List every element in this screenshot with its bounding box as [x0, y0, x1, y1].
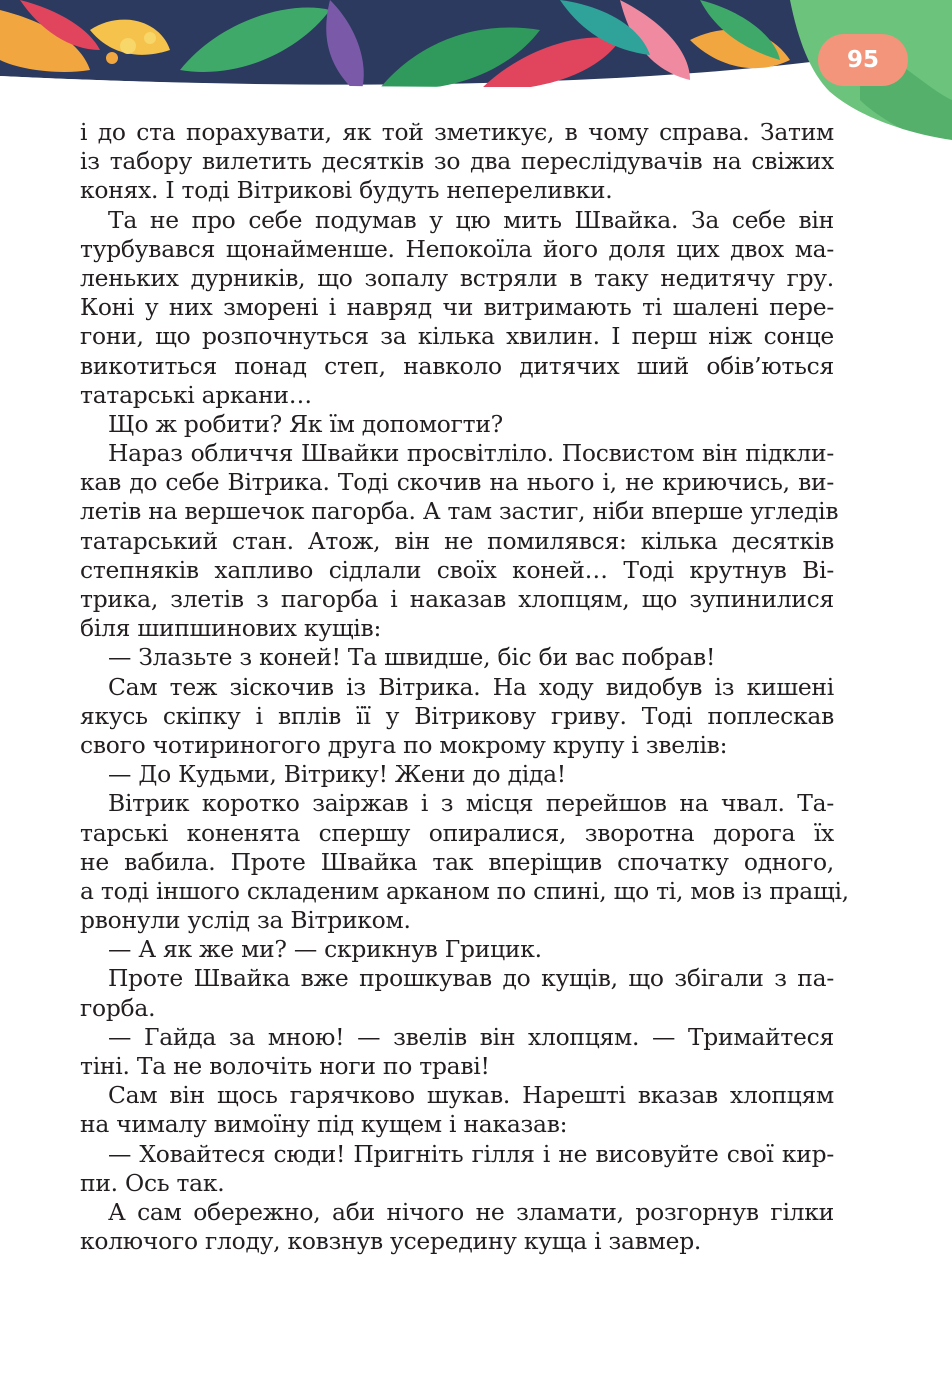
text-line: Нараз обличчя Швайки просвітліло. Посвистом він підкли-	[108, 439, 834, 468]
text-line: Коні у них зморені і навряд чи витримають ті шалені пере-	[80, 293, 834, 322]
text-line: татарські аркани…	[80, 380, 312, 409]
text-line: не вабила. Проте Швайка так вперіщив спочатку одного,	[80, 847, 834, 876]
text-line: А сам обережно, аби нічого не зламати, розгорнув гілки	[108, 1197, 834, 1226]
text-line: татарський стан. Атож, він не помилявся: кілька десятків	[80, 526, 834, 555]
text-line: Та не про себе подумав у цю мить Швайка. За себе він	[108, 205, 834, 234]
text-line: Проте Швайка вже прошкував до кущів, що збігали з па-	[108, 964, 834, 993]
text-line: — До Кудьми, Вітрику! Жени до діда!	[108, 760, 566, 789]
text-line: свого чотириногого друга по мокрому крупу і звелів:	[80, 730, 728, 759]
text-line: біля шипшинових кущів:	[80, 614, 382, 643]
text-line: якусь скіпку і вплів її у Вітрикову гриву. Тоді поплескав	[80, 701, 834, 730]
text-line: колючого глоду, ковзнув усередину куща і завмер.	[80, 1227, 702, 1256]
text-line: леньких дурників, що зопалу встряли в таку недитячу гру.	[80, 263, 834, 292]
text-line: із табору вилетить десятків зо два переслідувачів на свіжих	[80, 147, 834, 176]
text-line: пи. Ось так.	[80, 1168, 225, 1197]
story-text	[80, 118, 849, 1256]
text-line: трика, злетів з пагорба і наказав хлопцям, що зупинилися	[80, 585, 834, 613]
text-line: — Гайда за мною! — звелів він хлопцям. — Тримайтеся	[108, 1022, 834, 1051]
text-line: горба.	[80, 993, 156, 1022]
text-line: кав до себе Вітрика. Тоді скочив на нього і, не криючись, ви-	[80, 468, 834, 497]
text-line: на чималу вимоїну під кущем і наказав:	[80, 1110, 568, 1139]
text-line: а тоді іншого складеним арканом по спині, що ті, мов із пращі,	[80, 876, 849, 905]
text-line: тіні. Та не волочіть ноги по траві!	[80, 1052, 490, 1080]
text-line: степняків хапливо сідлали своїх коней… Тоді крутнув Ві-	[80, 555, 834, 584]
text-line: і до ста порахувати, як той зметикує, в чому справа. Затим	[80, 118, 834, 146]
text-line: гони, що розпочнуться за кілька хвилин. І перш ніж сонце	[80, 322, 834, 351]
text-line: Сам теж зіскочив із Вітрика. На ходу видобув із кишені	[108, 672, 834, 701]
text-line: Вітрик коротко заіржав і з місця перейшов на чвал. Та-	[108, 789, 834, 818]
text-line: летів на вершечок пагорба. А там застиг, ніби вперше угледів	[80, 497, 839, 526]
text-line: — А як же ми? — скрикнув Грицик.	[108, 935, 542, 964]
text-line: Що ж робити? Як їм допомогти?	[108, 409, 503, 438]
text-line: конях. І тоді Вітрикові будуть непереливки.	[80, 176, 613, 205]
text-line: турбувався щонайменше. Непокоїла його доля цих двох ма-	[80, 234, 834, 263]
text-line: тарські коненята спершу опиралися, зворотна дорога їх	[80, 818, 834, 847]
text-line: викотиться понад степ, навколо дитячих ший обів’ються	[80, 351, 834, 380]
page-number-badge: 95	[818, 34, 908, 86]
text-line: — Ховайтеся сюди! Пригніть гілля і не висовуйте свої кир-	[108, 1139, 834, 1168]
text-line: Сам він щось гарячково шукав. Нарешті вказав хлопцям	[108, 1081, 834, 1110]
text-line: рвонули услід за Вітриком.	[80, 906, 411, 935]
text-line: — Злазьте з коней! Та швидше, біс би вас побрав!	[108, 643, 716, 672]
